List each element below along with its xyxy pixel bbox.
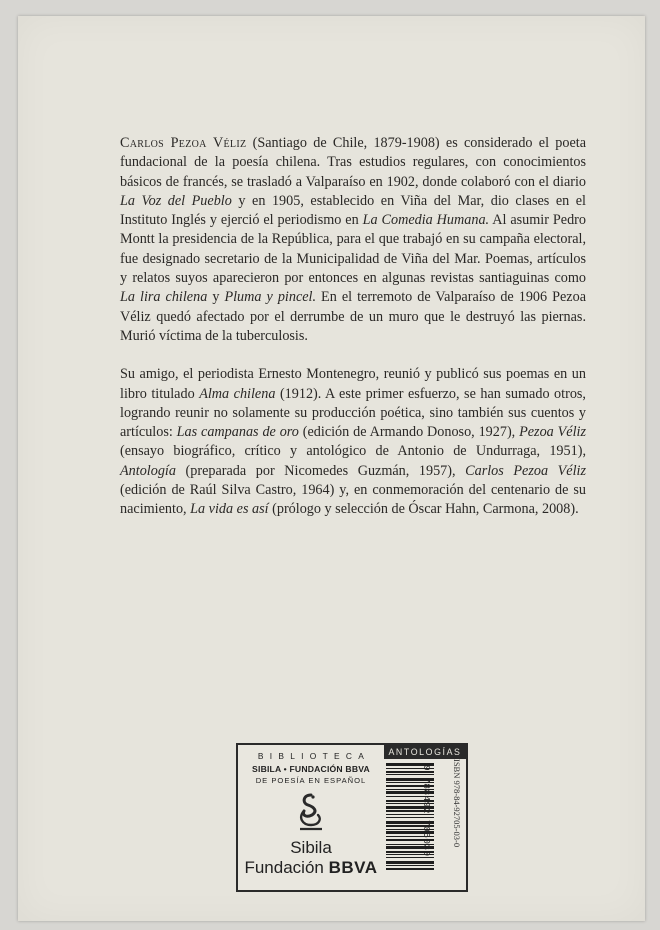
- publisher-foundation: Fundación: [244, 858, 329, 877]
- bio-text: Al asumir Pedro Montt la presidencia de la República, para el que trabajó en su campaña electoral, fue designado secretario de la Municipalidad de Viña del Mar. Poemas, artículos y relatos suyos aparecieron por entonces en algunas revistas santiaguinas como: [120, 212, 586, 287]
- bio-text: (1912). A este primer esfuerzo, se han sumado otros, logrando reunir no solamente su producción poética, sino también sus cuentos y artículos:: [120, 385, 586, 441]
- bio-paragraph-2: [120, 365, 586, 519]
- collection-tab: ANTOLOGÍAS: [384, 745, 466, 759]
- author-biography: [120, 134, 586, 539]
- bio-title-italic: La Voz del Pueblo: [120, 192, 232, 209]
- bio-title-italic: La vida es así: [190, 501, 269, 518]
- bio-text: (edición de Armando Donoso, 1927),: [298, 424, 520, 441]
- isbn-number: ISBN 978-84-92705-03-0: [452, 759, 462, 848]
- publisher-name-line-2: [238, 858, 384, 878]
- bio-paragraph-1: [120, 134, 586, 346]
- bio-title-italic: Pezoa Véliz: [519, 424, 586, 441]
- back-cover: [18, 16, 645, 921]
- bio-title-italic: Carlos Pezoa Véliz: [465, 462, 586, 479]
- publisher-label-box: [236, 743, 468, 892]
- publisher-imprint: [238, 745, 384, 890]
- bio-title-italic: Alma chilena: [199, 385, 276, 402]
- bio-text: y: [207, 289, 225, 306]
- bio-text: Su amigo, el periodista Ernesto Montenegro, reunió y publicó sus poemas en un libro titulado: [120, 366, 586, 402]
- bio-text: (prólogo y selección de Óscar Hahn, Carmona, 2008).: [268, 501, 579, 518]
- bio-text: (preparada por Nicomedes Guzmán, 1957),: [175, 462, 466, 479]
- series-title: BIBLIOTECA: [257, 751, 371, 761]
- bio-title-italic: Las campanas de oro: [176, 424, 299, 441]
- sibila-serpent-logo-icon: [238, 791, 384, 838]
- bio-text: (ensayo biográfico, crítico y antológico de Antonio de Undurraga, 1951),: [120, 443, 586, 460]
- series-subtitle-2: DE POESÍA EN ESPAÑOL: [255, 776, 367, 785]
- bio-title-italic: Antología: [120, 462, 176, 479]
- bio-text: En el terremoto de Valparaíso de 1906 Pezoa Véliz quedó afectado por el derrumbe de un muro que le destruyó las piernas. Murió víctima de la tuberculosis.: [120, 289, 586, 344]
- bio-title-italic: La Comedia Humana.: [362, 212, 490, 229]
- bio-title-italic: La lira chilena: [120, 289, 208, 306]
- series-subtitle: SIBILA • FUNDACIÓN BBVA: [252, 764, 370, 774]
- publisher-bbva: BBVA: [328, 858, 378, 877]
- bio-text: y en 1905, establecido en Viña del Mar, dio clases en el Instituto Inglés y ejerció el periodismo en: [120, 192, 586, 229]
- bio-text: (Santiago de Chile, 1879-1908) es considerado el poeta fundacional de la poesía chilena. Tras estudios regulares, con conocimientos básicos de francés, se trasladó a Valparaíso en 1902, donde colaboró con el diario: [120, 135, 586, 190]
- publisher-name-line-1: Sibila: [290, 838, 332, 857]
- bio-title-italic: Pluma y pincel.: [224, 289, 317, 306]
- author-name: Carlos Pezoa Véliz: [120, 135, 247, 151]
- bio-text: (edición de Raúl Silva Castro, 1964) y, en conmemoración del centenario de su nacimiento,: [120, 482, 586, 518]
- barcode-digits: 9 788492 705030: [421, 765, 432, 857]
